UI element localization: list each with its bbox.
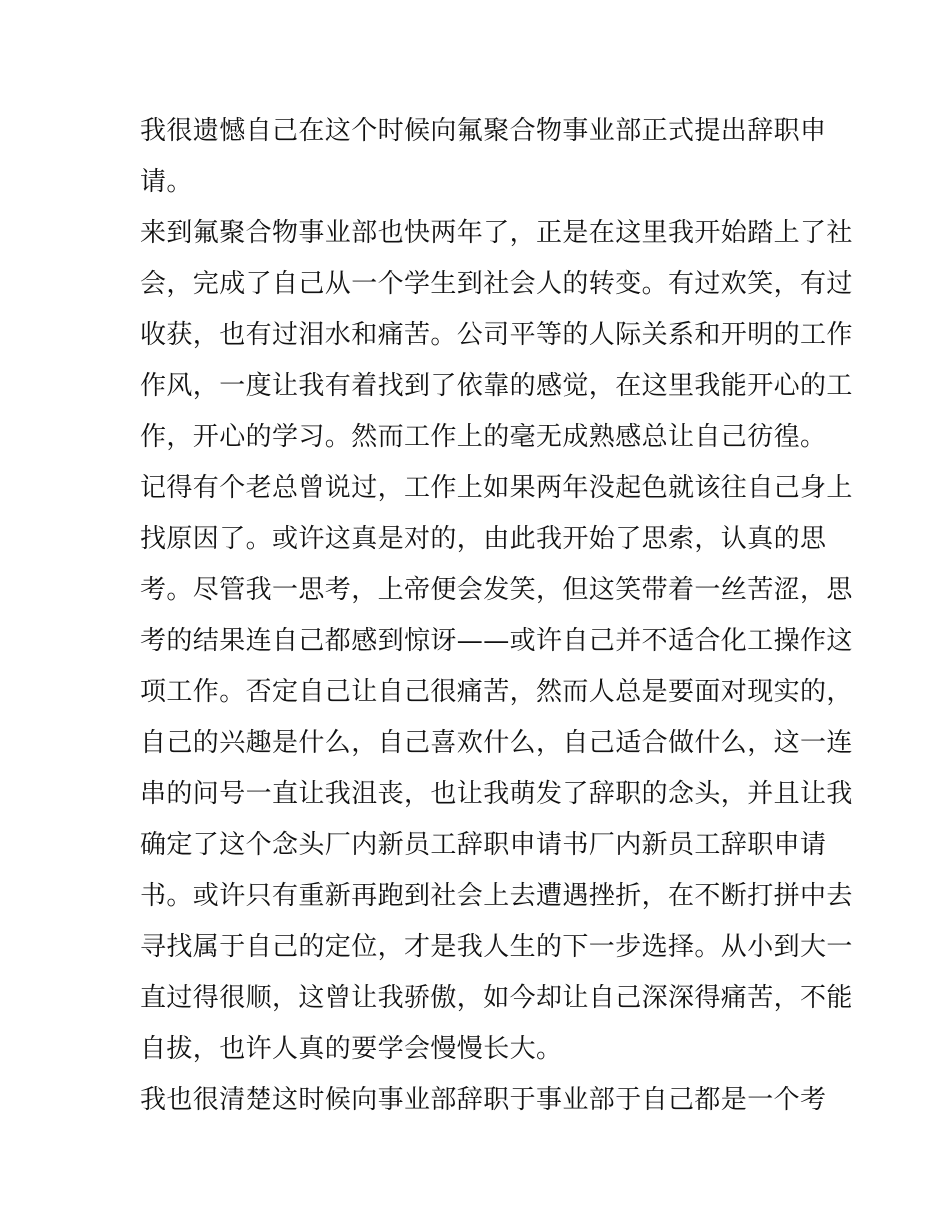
text-line: 我也很清楚这时候向事业部辞职于事业部于自己都是一个考 <box>140 1085 827 1115</box>
text-line: 我很遗憾自己在这个时候向氟聚合物事业部正式提出辞职申 <box>140 116 827 146</box>
text-line: 找原因了。或许这真是对的，由此我开始了思索，认真的思 <box>140 524 827 554</box>
text-line: 请。 <box>140 167 193 197</box>
text-line: 作风，一度让我有着找到了依靠的感觉，在这里我能开心的工 <box>140 371 853 401</box>
text-line: 项工作。否定自己让自己很痛苦，然而人总是要面对现实的， <box>140 677 853 707</box>
text-line: 会，完成了自己从一个学生到社会人的转变。有过欢笑，有过 <box>140 269 853 299</box>
text-line: 确定了这个念头厂内新员工辞职申请书厂内新员工辞职申请 <box>140 830 827 860</box>
text-line: 直过得很顺，这曾让我骄傲，如今却让自己深深得痛苦，不能 <box>140 983 853 1013</box>
text-line: 考的结果连自己都感到惊讶——或许自己并不适合化工操作这 <box>140 626 853 656</box>
text-line: 考。尽管我一思考，上帝便会发笑，但这笑带着一丝苦涩，思 <box>140 575 853 605</box>
text-line: 串的问号一直让我沮丧，也让我萌发了辞职的念头，并且让我 <box>140 779 853 809</box>
text-line: 书。或许只有重新再跑到社会上去遭遇挫折，在不断打拼中去 <box>140 881 853 911</box>
text-line: 收获，也有过泪水和痛苦。公司平等的人际关系和开明的工作 <box>140 320 853 350</box>
text-line: 寻找属于自己的定位，才是我人生的下一步选择。从小到大一 <box>140 932 853 962</box>
text-line: 自拔，也许人真的要学会慢慢长大。 <box>140 1034 563 1064</box>
text-line: 作，开心的学习。然而工作上的毫无成熟感总让自己彷徨。 <box>140 422 827 452</box>
text-line: 来到氟聚合物事业部也快两年了，正是在这里我开始踏上了社 <box>140 218 853 248</box>
document-body <box>140 106 853 1126</box>
text-line: 记得有个老总曾说过，工作上如果两年没起色就该往自己身上 <box>140 473 853 503</box>
text-line: 自己的兴趣是什么，自己喜欢什么，自己适合做什么，这一连 <box>140 728 853 758</box>
